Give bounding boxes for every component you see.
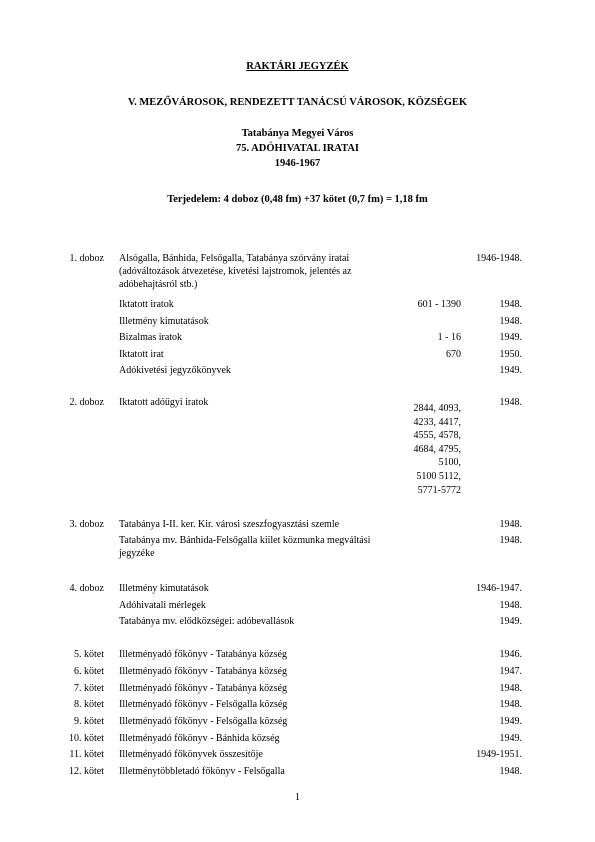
item-years: 1948. (499, 519, 522, 530)
item-description: Illetményadó főkönyvek összesítője (119, 749, 263, 760)
item-numbers: 1 - 16 (437, 332, 461, 343)
document-numbers-line: 5100 5112, (416, 470, 461, 482)
item-description: Adókivetési jegyzőkönyvek (119, 365, 231, 376)
unit-label: 7. kötet (74, 683, 104, 694)
item-years: 1946-1947. (476, 583, 522, 594)
item-description: Alsógalla, Bánhida, Felsőgalla, Tatabánya szórvány iratai (adóváltozások átvezetése, kivetési lajstromok, jelentés az adóbehajtásról stb.) (119, 253, 352, 290)
unit-label: 1. doboz (69, 253, 104, 264)
item-years: 1947. (499, 666, 522, 677)
item-years: 1948. (499, 535, 522, 546)
item-numbers: 601 - 1390 (417, 299, 461, 310)
item-years: 1949. (499, 365, 522, 376)
item-years: 1949. (499, 716, 522, 727)
item-years: 1948. (499, 699, 522, 710)
item-description: Tatabánya mv. Bánhida-Felsőgalla kiilet közmunka megváltási jegyzéke (119, 535, 371, 559)
document-numbers-line: 4555, 4578, (413, 430, 461, 442)
item-numbers: 670 (446, 349, 461, 360)
unit-label: 11. kötet (69, 749, 104, 760)
document-numbers-line: 4684, 4795, (413, 443, 461, 455)
item-description: Iktatott adóügyi iratok (119, 397, 209, 408)
page-number: 1 (295, 792, 300, 803)
document-numbers-line: 2844, 4093, (413, 403, 461, 414)
item-years: 1948. (499, 600, 522, 611)
item-description: Tatabánya I-II. ker. Kir. városi szeszfogyasztási szemle (119, 519, 340, 530)
extent-line: Terjedelem: 4 doboz (0,48 fm) +37 kötet (0,7 fm) = 1,18 fm (167, 194, 428, 205)
item-years: 1949-1951. (476, 749, 522, 760)
item-description: Iktatott iratok (119, 299, 174, 310)
section-heading: V. MEZŐVÁROSOK, RENDEZETT TANÁCSÚ VÁROSOK, KÖZSÉGEK (127, 97, 468, 108)
document-numbers-line: 5100, (438, 457, 461, 469)
document-number-list (391, 402, 461, 497)
item-description: Illetményadó főkönyv - Tatabánya község (119, 649, 287, 660)
unit-label: 4. doboz (69, 583, 104, 594)
item-description: Bizalmas iratok (119, 332, 183, 343)
years-heading: 1946-1967 (274, 158, 321, 169)
item-years: 1946. (499, 649, 522, 660)
item-description: Iktatott irat (119, 349, 164, 360)
item-years: 1950. (499, 349, 522, 360)
item-years: 1948. (499, 766, 522, 777)
item-description: Illetményadó főkönyv - Felsőgalla község (119, 699, 288, 710)
item-years: 1949. (499, 733, 522, 744)
item-years: 1949. (499, 332, 522, 343)
unit-label: 6. kötet (74, 666, 104, 677)
item-years: 1948. (499, 397, 522, 408)
item-years: 1948. (499, 316, 522, 327)
item-description: Illetménytöbbletadó főkönyv - Felsőgalla (119, 766, 285, 777)
document-numbers-line: 4233, 4417, (413, 416, 461, 428)
item-description: Tatabánya mv. elődközségei: adóbevallások (119, 616, 295, 627)
unit-label: 12. kötet (69, 766, 104, 777)
item-years: 1949. (499, 616, 522, 627)
item-years: 1948. (499, 299, 522, 310)
item-description: Adóhivatali mérlegek (119, 600, 206, 611)
unit-label: 5. kötet (74, 649, 104, 660)
item-description: Illetmény kimutatások (119, 583, 209, 594)
city-heading: Tatabánya Megyei Város (241, 128, 354, 139)
item-years: 1948. (499, 683, 522, 694)
item-years: 1946-1948. (476, 253, 522, 264)
unit-label: 3. doboz (69, 519, 104, 530)
unit-label: 10. kötet (69, 733, 104, 744)
fonds-heading: 75. ADÓHIVATAL IRATAI (235, 143, 359, 154)
unit-label: 8. kötet (74, 699, 104, 710)
item-description: Illetményadó főkönyv - Tatabánya község (119, 683, 287, 694)
document-numbers-line: 5771-5772 (417, 484, 461, 496)
unit-label: 2. doboz (69, 397, 104, 408)
document-title: RAKTÁRI JEGYZÉK (246, 61, 349, 72)
item-description: Illetményadó főkönyv - Tatabánya község (119, 666, 287, 677)
item-description: Illetményadó főkönyv - Bánhida község (119, 733, 280, 744)
item-description: Illetményadó főkönyv - Felsőgalla község (119, 716, 288, 727)
item-description: Illetmény kimutatások (119, 316, 209, 327)
unit-label: 9. kötet (74, 716, 104, 727)
